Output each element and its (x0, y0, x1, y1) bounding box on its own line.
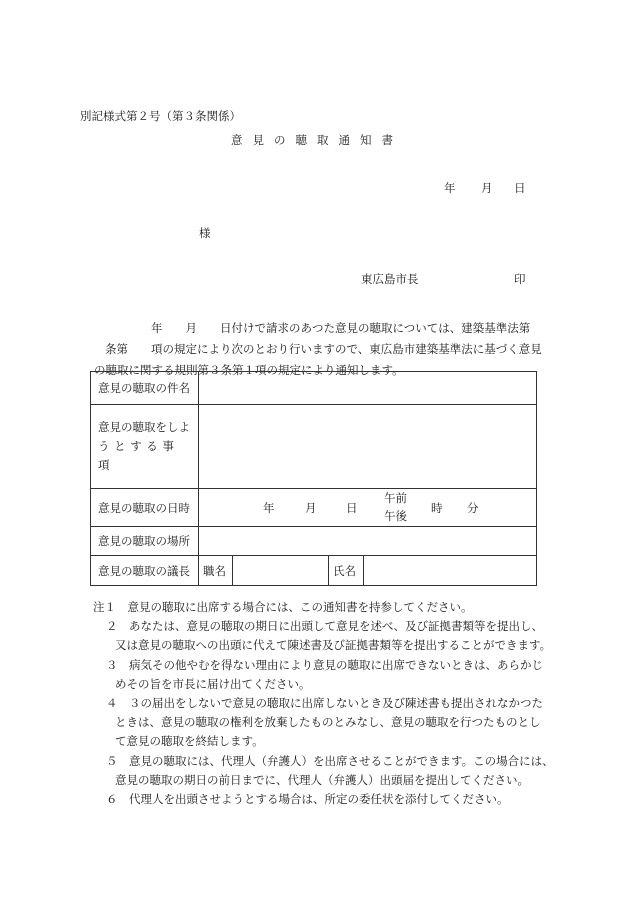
note-4-line-1: ４ ３の届出をしないで意見の聴取に出席しないとき及び陳述書も提出されなかつた (106, 696, 543, 711)
dt-year: 年 (263, 501, 275, 515)
date-day: 日 (514, 181, 526, 195)
body-line-1: 年 月 日付けで請求のあつた意見の聴取については、建築基準法第 (151, 321, 531, 335)
body-line-2: 条第 項の規定により次のとおり行いますので、東広島市建築基準法に基づく意見 (105, 342, 542, 356)
dt-hour: 時 (431, 501, 443, 515)
dt-month: 月 (305, 501, 317, 515)
seal-mark: 印 (514, 272, 526, 286)
dt-day: 日 (346, 501, 358, 515)
place-label: 意見の聴取の場所 (91, 527, 199, 556)
dt-am: 午前 (384, 491, 407, 505)
date-month: 月 (481, 181, 493, 195)
dt-pm: 午後 (384, 509, 407, 523)
place-row (91, 527, 537, 556)
note-3-line-2: めその旨を市長に届け出てください。 (115, 676, 311, 691)
addressee-suffix: 様 (199, 226, 211, 240)
hearing-table (90, 371, 537, 586)
note-5-line-2: 意見の聴取の期日の前日までに、代理人（弁護人）出頭届を提出してください。 (115, 772, 529, 787)
note-4-line-2: ときは、意見の聴取の権利を放棄したものとみなし、意見の聴取を行つたものとし (115, 715, 541, 730)
note-6: ６ 代理人を出頭させようとする場合は、所定の委任状を添付してください。 (106, 792, 509, 807)
notes-section (93, 598, 554, 809)
form-number: 別記様式第２号（第３条関係） (80, 109, 241, 123)
matter-label-line-1: 意見の聴取をしよ (98, 420, 190, 434)
datetime-label: 意見の聴取の日時 (91, 489, 199, 527)
body-line-3: の聴取に関する規則第３条第１項の規定により通知します。 (94, 363, 404, 377)
datetime-field[interactable] (199, 489, 537, 527)
note-3-line-1: ３ 病気その他やむを得ない理由により意見の聴取に出席できないときは、あらかじ (106, 657, 543, 672)
note-2-line-2: 又は意見の聴取への出頭に代えて陳述書及び証拠書類等を提出することができます。 (115, 638, 552, 653)
matter-row (91, 405, 537, 489)
matter-label (91, 405, 199, 489)
chair-name-field[interactable] (364, 556, 537, 586)
case-name-label: 意見の聴取の件名 (91, 372, 199, 405)
datetime-row (91, 489, 537, 527)
place-field[interactable] (199, 527, 537, 556)
chair-row (91, 556, 537, 586)
case-name-row (91, 372, 537, 405)
chair-label: 意見の聴取の議長 (91, 556, 199, 586)
document-title: 意見の聴取通知書 (231, 133, 403, 147)
matter-label-line-2: うとする事項 (98, 439, 179, 472)
date-year: 年 (444, 181, 456, 195)
note-2-line-1: ２ あなたは、意見の聴取の期日に出頭して意見を述べ、及び証拠書類等を提出し、 (106, 619, 543, 634)
case-name-field[interactable] (199, 372, 537, 405)
note-5-line-1: ５ 意見の聴取には、代理人（弁護人）を出席させることができます。この場合には、 (106, 753, 554, 768)
note-1: 注１ 意見の聴取に出席する場合には、この通知書を持参してください。 (93, 600, 473, 614)
chair-title-field[interactable] (233, 556, 329, 586)
note-4-line-3: て意見の聴取を終結します。 (115, 734, 264, 749)
chair-name-label: 氏名 (329, 556, 364, 586)
chair-title-label: 職名 (199, 556, 233, 586)
sender-name: 東広島市長 (361, 272, 419, 286)
dt-minute: 分 (467, 501, 479, 515)
matter-field[interactable] (199, 405, 537, 489)
